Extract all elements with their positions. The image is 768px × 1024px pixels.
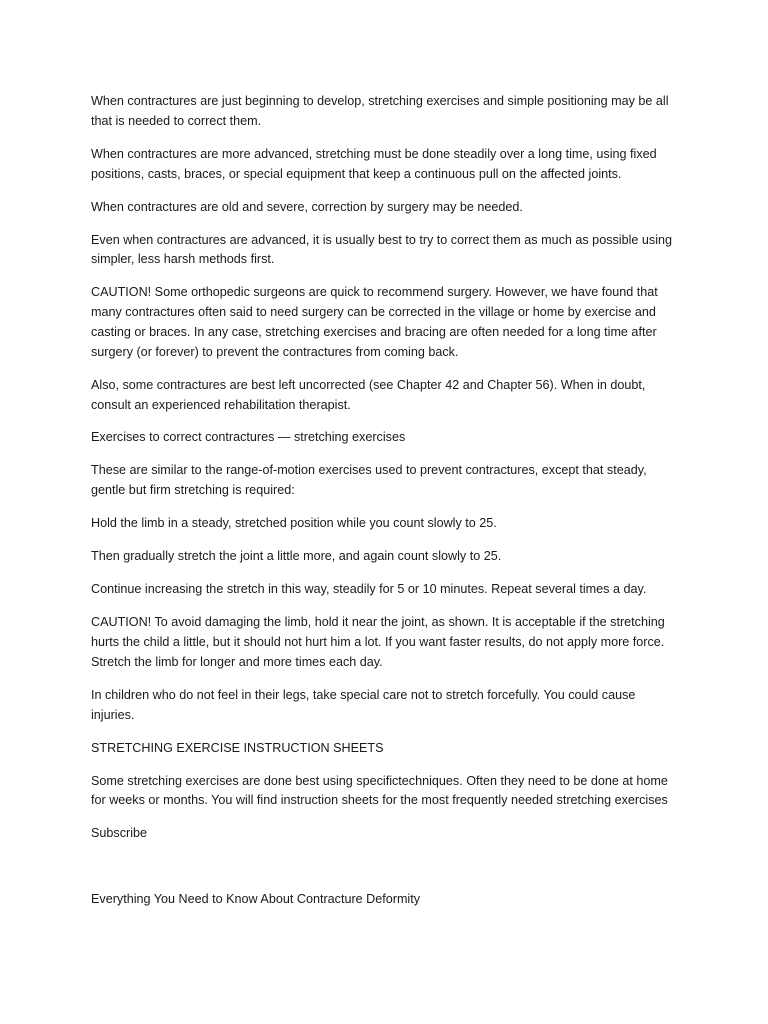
paragraph-continue-stretch: Continue increasing the stretch in this way, steadily for 5 or 10 minutes. Repeat several times a day. <box>91 582 647 597</box>
paragraph-no-feeling-legs: In children who do not feel in their legs, take special care not to stretch forcefully. You could cause injuries. <box>91 687 636 722</box>
document-body <box>91 92 681 923</box>
paragraph-range-of-motion: These are similar to the range-of-motion exercises used to prevent contractures, except that steady, gentle but firm stretching is required: <box>91 463 647 498</box>
paragraph-left-uncorrected: Also, some contractures are best left uncorrected (see Chapter 42 and Chapter 56). When in doubt, consult an experienced rehabilitation therapist. <box>91 377 646 412</box>
closing-title: Everything You Need to Know About Contracture Deformity <box>91 892 421 907</box>
subscribe-text: Subscribe <box>91 826 148 841</box>
paragraph-advanced-contractures: When contractures are more advanced, stretching must be done steadily over a long time, using fixed positions, casts, braces, or special equipment that keep a continuous pull on the affected joints. <box>91 146 657 181</box>
section-heading-instruction-sheets: STRETCHING EXERCISE INSTRUCTION SHEETS <box>91 740 384 755</box>
paragraph-simpler-methods: Even when contractures are advanced, it is usually best to try to correct them as much as possible using simpler, less harsh methods first. <box>91 232 672 267</box>
paragraph-caution-surgery: CAUTION! Some orthopedic surgeons are quick to recommend surgery. However, we have found that many contractures often said to need surgery can be corrected in the village or home by exercise and casting or braces. In any case, stretching exercises and bracing are often needed for a long time after surgery (or forever) to prevent the contractures from coming back. <box>91 285 658 359</box>
paragraph-specific-techniques: Some stretching exercises are done best using specifictechniques. Often they need to be done at home for weeks or months. You will find instruction sheets for the most frequently needed stretching exercises <box>91 773 668 808</box>
section-spacer <box>91 857 681 890</box>
section-heading-stretching-exercises: Exercises to correct contractures — stretching exercises <box>91 430 406 445</box>
paragraph-caution-damage: CAUTION! To avoid damaging the limb, hold it near the joint, as shown. It is acceptable if the stretching hurts the child a little, but it should not hurt him a lot. If you want faster results, do not apply more force. Stretch the limb for longer and more times each day. <box>91 615 665 669</box>
paragraph-hold-limb: Hold the limb in a steady, stretched position while you count slowly to 25. <box>91 516 497 531</box>
paragraph-severe-contractures: When contractures are old and severe, correction by surgery may be needed. <box>91 199 523 214</box>
paragraph-early-contractures: When contractures are just beginning to develop, stretching exercises and simple positioning may be all that is needed to correct them. <box>91 94 669 128</box>
paragraph-gradually-stretch: Then gradually stretch the joint a little more, and again count slowly to 25. <box>91 549 502 564</box>
